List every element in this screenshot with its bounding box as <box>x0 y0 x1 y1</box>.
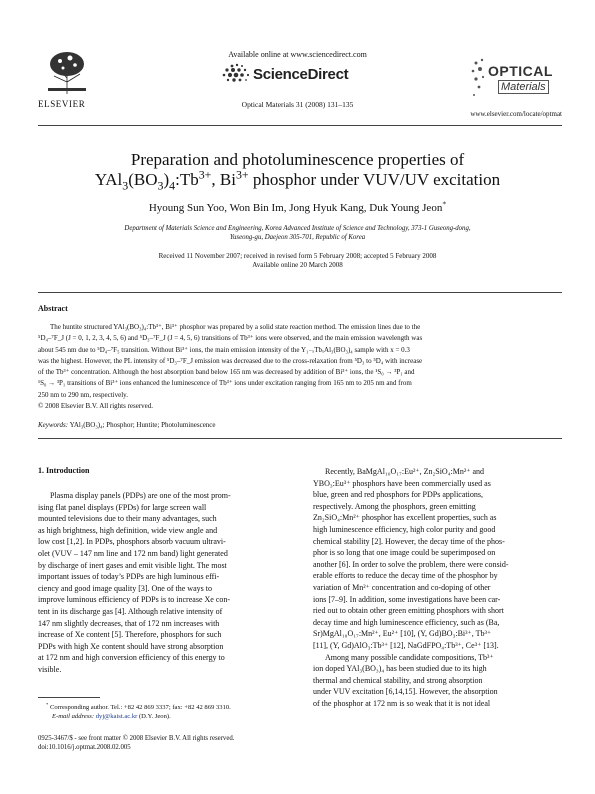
abstract-line: ⁵D₄–⁷F_J (J = 0, 1, 2, 3, 4, 5, 6) and ⁵D₃–⁷F_J (J = 4, 5, 6) transitions of Tb³⁺ ions were observed, and the main emission wavelength was <box>38 334 423 343</box>
article-dates <box>40 252 555 270</box>
body-line: [11], (Y, Gd)AlO₃:Tb³⁺ [12], NaGdFPO₄:Tb³⁺, Ce³⁺ [13]. <box>313 640 499 650</box>
available-online-text[interactable]: Available online at www.sciencedirect.com <box>228 50 367 59</box>
keywords-list: YAl₃(BO₃)₄; Phosphor; Huntite; Photoluminescence <box>69 421 216 429</box>
affiliation <box>40 224 555 242</box>
right-column-text <box>313 466 562 709</box>
body-line: chemical stability [2]. However, the decay time of the phos- <box>313 536 505 546</box>
body-line: increase of Xe content [5]. Therefore, phosphors for such <box>38 630 222 640</box>
body-line: 147 nm slightly decreases, that of 172 nm increases with <box>38 618 220 628</box>
body-line: ions [7–9]. In addition, some investigations have been car- <box>313 594 501 604</box>
body-line: Recently, BaMgAl₁₀O₁₇:Eu²⁺, Zn₂SiO₄:Mn²⁺ and <box>325 467 484 476</box>
body-line: decay time and high luminescence efficiency, such as (Ba, <box>313 617 500 627</box>
article-title <box>40 150 555 193</box>
body-line: olet (VUV – 147 nm line and 172 nm band) light generated <box>38 548 228 558</box>
doi-link[interactable]: doi:10.1016/j.optmat.2008.02.005 <box>38 744 131 751</box>
abstract-body <box>38 322 562 412</box>
keywords <box>38 421 216 429</box>
journal-reference: Optical Materials 31 (2008) 131–135 <box>241 100 354 109</box>
journal-logo-line2: Materials <box>498 80 549 94</box>
title-line2: $YAl_3(BO_3)_4:Tb^{3+}$, $Bi^{3+}$ phosphor under VUV/UV excitation <box>94 167 501 193</box>
body-line: improve luminous efficiency of PDPs is to increase Xe con- <box>38 595 231 605</box>
body-line: Plasma display panels (PDPs) are one of the most prom- <box>50 491 231 500</box>
optical-materials-logo <box>470 55 562 105</box>
body-line: ciency and good image quality [3]. One of the ways to <box>38 583 212 593</box>
body-line: as high brightness, high definition, wide view angle and <box>38 525 218 535</box>
abstract-line: ¹S₀ → ³P₁ transitions of Bi³⁺ ions enhanced the luminescence of Tb³⁺ ions under excitation ranging from 165 nm to 205 nm and from <box>38 379 412 388</box>
authors <box>40 199 555 214</box>
abstract-line: 250 nm to 290 nm, respectively. <box>38 390 128 399</box>
body-line: blue, green and red phosphors for PDPs applications, <box>313 490 483 500</box>
body-line: thermal and chemical stability, and strong absorption <box>313 675 483 685</box>
body-line: YBO₃:Eu³⁺ phosphors have been commercially used as <box>313 478 491 488</box>
bottom-info <box>38 734 234 752</box>
corresponding-author-mark[interactable]: * <box>442 199 447 209</box>
title-line1: Preparation and photoluminescence properties of <box>130 150 465 169</box>
body-line: phor is so long that one image could be superimposed on <box>313 548 496 558</box>
footnote-rule <box>38 697 100 698</box>
body-line: erable efforts to reduce the decay time of the phosphor by <box>313 571 498 581</box>
abstract-bottom-rule <box>38 438 562 439</box>
body-line: ried out to obtain other green emitting phosphors with short <box>313 606 504 616</box>
available-online-date: Available online 20 March 2008 <box>252 261 343 269</box>
sciencedirect-logo-text: ScienceDirect <box>253 66 349 83</box>
journal-url[interactable]: www.elsevier.com/locate/optmat <box>470 110 562 118</box>
issn-line: 0925-3467/$ - see front matter © 2008 Elsevier B.V. All rights reserved. <box>38 735 235 742</box>
keywords-label: Keywords: <box>38 421 69 429</box>
abstract-line: © 2008 Elsevier B.V. All rights reserved. <box>38 402 154 411</box>
body-line: high luminescence efficiency, high color purity and good <box>313 524 496 534</box>
affiliation-line2: Yuseong-gu, Daejeon 305-701, Republic of Korea <box>229 234 366 241</box>
body-line: another [6]. In order to solve the problem, there were consid- <box>313 559 509 569</box>
corresponding-author-info: Corresponding author. Tel.: +82 42 869 3337; fax: +82 42 869 3310. <box>49 704 231 711</box>
body-line: Sr)MgAl₁₀O₁₇:Mn²⁺, Eu²⁺ [10], (Y, Gd)BO₃:Bi³⁺, Tb³⁺ <box>313 629 492 639</box>
elsevier-tree-icon <box>40 48 94 98</box>
abstract-top-rule <box>38 292 562 293</box>
abstract-line: of the Tb³⁺ concentration. Although the host absorption band below 165 nm was decreased by addition of Bi³⁺ ions, the ¹S₀ → ³P₁ and <box>38 368 415 377</box>
abstract-line: was the highest. However, the PL intensity of ⁵D₃–⁷F_J emission was decreased due to the cross-relaxation from ⁵D₃ to ⁵D₄ with increase <box>38 356 423 365</box>
journal-logo-line1: OPTICAL <box>488 63 553 79</box>
received-dates: Received 11 November 2007; received in revised form 5 February 2008; accepted 5 February 2008 <box>158 252 437 260</box>
section-heading: 1. Introduction <box>38 466 90 475</box>
body-line: at 172 nm and high conversion efficiency of this energy to <box>38 653 225 663</box>
elsevier-logo-text: ELSEVIER <box>38 99 86 109</box>
authors-names: Hyoung Sun Yoo, Won Bin Im, Jong Hyuk Kang, Duk Young Jeon <box>148 202 443 214</box>
left-column-text <box>38 490 288 676</box>
abstract-line: about 545 nm due to ⁵D₄–⁷F₅ transition. Without Bi³⁺ ions, the main emission intensity of the Y₁₋ₓTbₓAl₃(BO₃)₄ sample with x = 0.3 <box>38 345 410 354</box>
email-link[interactable]: dyj@kaist.ac.kr <box>95 713 138 720</box>
affiliation-line1: Department of Materials Science and Engineering, Korea Advanced Institute of Science and Technology, 373-1 Guseong-dong, <box>124 225 471 232</box>
footnote-mark: * <box>46 701 49 707</box>
body-line: Among many possible candidate compositions, Tb³⁺ <box>325 652 494 662</box>
body-line: tent in its discharge gas [4]. Although relative intensity of <box>38 606 223 616</box>
email-suffix: (D.Y. Jeon). <box>138 713 171 720</box>
body-line: ion doped YAl₃(BO₃)₄ has been studied due to its high <box>313 664 487 674</box>
sciencedirect-dots-icon <box>218 62 258 84</box>
body-line: of the phosphor at 172 nm is so weak that it is not ideal <box>313 698 491 708</box>
body-line: ising flat panel displays (FPDs) for large screen wall <box>38 502 207 512</box>
body-line: important issues of today’s PDPs are high luminous effi- <box>38 572 220 582</box>
abstract-line: The huntite structured YAl₃(BO₃)₄:Tb³⁺, Bi³⁺ phosphor was prepared by a solid state reaction method. The emission lines due to the <box>50 323 421 331</box>
body-line: Zn₂SiO₄:Mn²⁺ phosphor has excellent properties, such as <box>313 513 497 523</box>
body-line: low cost [1,2]. In PDPs, phosphors absorb vacuum ultravi- <box>38 537 226 547</box>
body-line: under VUV excitation [6,14,15]. However, the absorption <box>313 687 498 697</box>
body-line: PDPs with high Xe content should have strong absorption <box>38 641 224 651</box>
body-line: respectively. Among the phosphors, green emitting <box>313 501 476 511</box>
abstract-heading: Abstract <box>38 304 68 313</box>
body-line: by discharge of inert gases and emit visible light. The most <box>38 560 227 570</box>
body-line: variation of Mn²⁺ concentration and co-doping of other <box>313 582 491 592</box>
footnote <box>38 703 298 721</box>
header-rule <box>38 125 562 126</box>
body-line: visible. <box>38 664 62 674</box>
email-label: E-mail address: <box>52 713 95 720</box>
body-line: mounted televisions due to their many advantages, such <box>38 514 217 524</box>
